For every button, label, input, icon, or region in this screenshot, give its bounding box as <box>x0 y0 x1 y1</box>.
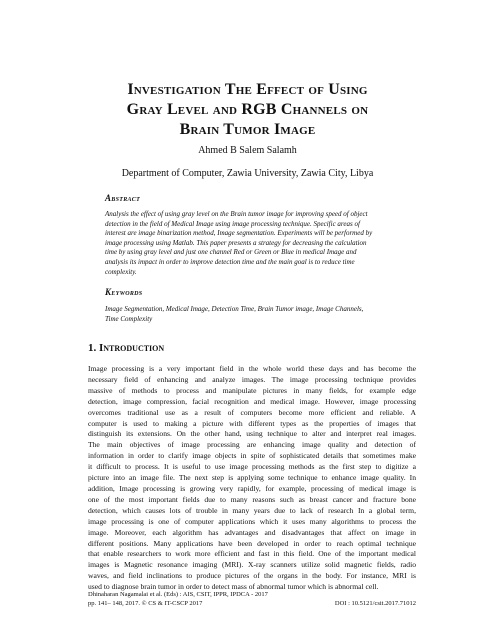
page-footer <box>88 590 416 608</box>
intro-line: Image processing is a very important field in the whole world these days and has become the <box>88 364 416 373</box>
intro-line: images is Magnetic resonance imaging (MRI). X-ray scanners utilize solid magnetic fields, radio <box>88 560 416 570</box>
introduction-body <box>88 364 416 593</box>
intro-line: image processing is one of computer applications which it uses many algorithms to process the <box>88 516 416 526</box>
author-affiliation: Department of Computer, Zawia University, Zawia City, Libya <box>121 168 374 179</box>
introduction-heading: 1. Introduction <box>88 342 165 354</box>
abstract-line: detection in the field of Medical Image using image processing technique. Specific areas of <box>105 219 360 228</box>
intro-line: overcomes traditional use as a result of computers become more efficient and reliable. A <box>88 407 416 417</box>
abstract-body <box>105 210 405 277</box>
paper-title <box>60 80 435 140</box>
intro-line: The main objectives of image processing are enhancing image quality and detection of <box>88 440 416 450</box>
abstract-line: complexity. <box>105 267 137 276</box>
footer-pages: pp. 141– 148, 2017. © CS & IT-CSCP 2017 <box>88 600 203 607</box>
intro-line: distinguish its extensions. On the other hand, using technique to alter and interpret real images. <box>88 429 416 439</box>
title-line: Gray Level and RGB Channels on <box>126 101 369 118</box>
intro-line: one of the most important fields due to many reasons such as breast cancer and fracture bone <box>88 494 416 504</box>
footer-row <box>88 599 416 608</box>
intro-line: detection, image compression, facial recognition and medical image. However, image processing <box>88 396 416 406</box>
intro-line: used to diagnose brain tumor in order to detect mass of abnormal tumor which is abnormal cell. <box>88 582 379 592</box>
keywords-heading: Keywords <box>105 287 143 297</box>
intro-line: different positions. Many applications have been developed in order to reach optimal technique <box>88 538 416 548</box>
intro-line: it difficult to process. It is useful to use image processing methods as the first step to digitize a <box>88 462 416 472</box>
abstract-line: image processing using Matlab. This paper presents a strategy for decreasing the calculation <box>105 238 367 247</box>
intro-line: that enable researchers to work more efficient and fast in this field. One of the important medical <box>88 549 416 559</box>
intro-line: necessary field of enhancing and analyze images. The image processing technique provides <box>88 374 416 384</box>
intro-line: detection, which causes lots of trouble in many years due to lack of research In a global term, <box>88 505 416 515</box>
intro-line: image. Moreover, each algorithm has advantages and disadvantages that affect on image in <box>88 527 416 537</box>
intro-line: massive of methods to process and manipulate pictures in many fields, for example edge <box>88 385 416 395</box>
author-name: Ahmed B Salem Salamh <box>198 145 297 156</box>
footer-doi: DOI : 10.5121/csit.2017.71012 <box>334 600 416 607</box>
abstract-line: interest are image binarization method, Image segmentation. Experiments will be performed by <box>105 229 373 238</box>
abstract-line: Analysis the effect of using gray level on the Brain tumor image for improving speed of object <box>105 210 368 218</box>
keywords-line: Time Complexity <box>105 314 153 323</box>
abstract-line: time by using gray level and just one channel Red or Green or Blue in medical Image and <box>105 248 357 257</box>
abstract-line: analysis its impact in order to improve detection time and the main goal is to reduce time <box>105 257 355 266</box>
title-line: Investigation The Effect of Using <box>127 81 368 98</box>
intro-line: waves, and field inclinations to produce pictures of the organs in the body. For instance, MRI is <box>88 571 416 581</box>
keywords-line: Image Segmentation, Medical Image, Detection Time, Brain Tumor image, Image Channels, <box>105 305 364 313</box>
intro-line: computer is used to making a picture with different types as the properties of images that <box>88 418 416 428</box>
title-line: Brain Tumor Image <box>179 121 316 138</box>
intro-line: information in order to clarify image objects in spite of sophisticated details that sometimes make <box>88 451 416 461</box>
intro-line: addition, Image processing is growing very rapidly, for example, processing of medical image is <box>88 483 416 493</box>
footer-proceedings: Dhinaharan Nagamalai et al. (Eds) : AIS, CSIT, IPPR, IPDCA - 2017 <box>88 591 268 598</box>
abstract-heading: Abstract <box>105 193 141 203</box>
keywords-body <box>105 305 405 324</box>
intro-line: picture into an image file. The next step is applying some technique to enhance image quality. In <box>88 473 416 483</box>
